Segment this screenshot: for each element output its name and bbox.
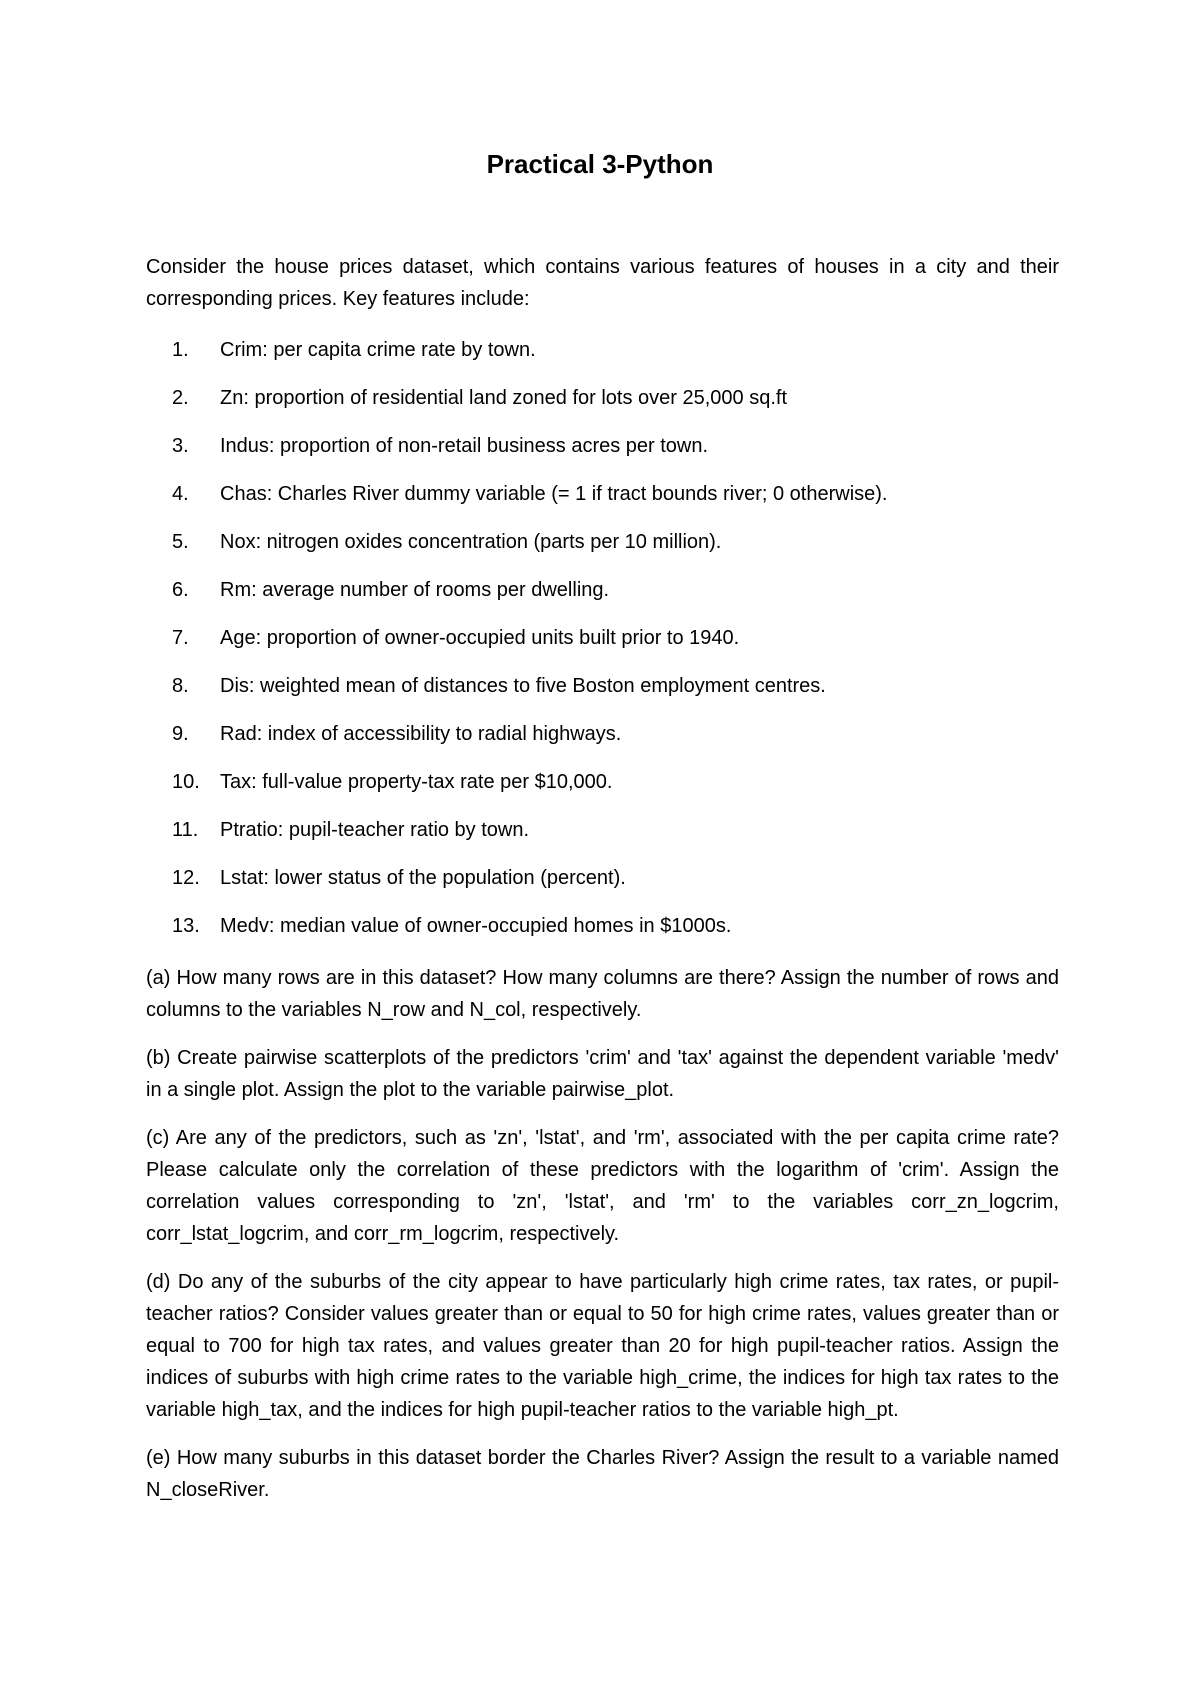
feature-text: Chas: Charles River dummy variable (= 1 if tract bounds river; 0 otherwise).: [220, 483, 888, 505]
feature-number: 9.: [172, 723, 189, 745]
page-title: Practical 3-Python: [486, 149, 714, 179]
question-a: (a) How many rows are in this dataset? How many columns are there? Assign the number of rows and columns to the variables N_row and N_col, respectively.: [146, 967, 1059, 1021]
feature-number: 7.: [172, 627, 189, 649]
feature-item: [0, 578, 1200, 626]
question-list: [146, 962, 1059, 1522]
question-d: (d) Do any of the suburbs of the city appear to have particularly high crime rates, tax rates, or pupil-teacher ratios? Consider values greater than or equal to 50 for high crime rates, values greater than or equal to 700 for high tax rates, and values greater than 20 for high pupil-teacher ratios. Assign the indices of suburbs with high crime rates to the variable high_crime, the indices for high tax rates to the variable high_tax, and the indices for high pupil-teacher ratios to the variable high_pt.: [146, 1271, 1059, 1421]
feature-text: Rad: index of accessibility to radial highways.: [220, 723, 622, 745]
feature-text: Crim: per capita crime rate by town.: [220, 339, 536, 361]
feature-item: [0, 866, 1200, 914]
feature-item: [0, 770, 1200, 818]
feature-number: 12.: [172, 867, 200, 889]
feature-text: Zn: proportion of residential land zoned for lots over 25,000 sq.ft: [220, 387, 788, 409]
feature-item: [0, 674, 1200, 722]
feature-item: [0, 386, 1200, 434]
feature-number: 8.: [172, 675, 189, 697]
feature-item: [0, 434, 1200, 482]
feature-text: Dis: weighted mean of distances to five Boston employment centres.: [220, 675, 826, 697]
feature-item: [0, 482, 1200, 530]
feature-text: Medv: median value of owner-occupied homes in $1000s.: [220, 915, 732, 937]
feature-number: 13.: [172, 915, 200, 937]
feature-text: Rm: average number of rooms per dwelling.: [220, 579, 610, 601]
question-b: (b) Create pairwise scatterplots of the predictors 'crim' and 'tax' against the dependent variable 'medv' in a single plot. Assign the plot to the variable pairwise_plot.: [146, 1047, 1059, 1101]
feature-item: [0, 914, 1200, 962]
feature-item: [0, 818, 1200, 866]
feature-number: 2.: [172, 387, 189, 409]
feature-number: 1.: [172, 339, 189, 361]
feature-number: 5.: [172, 531, 189, 553]
feature-text: Ptratio: pupil-teacher ratio by town.: [220, 819, 530, 841]
feature-item: [0, 722, 1200, 770]
feature-number: 10.: [172, 771, 200, 793]
feature-text: Indus: proportion of non-retail business acres per town.: [220, 435, 709, 457]
question-e: (e) How many suburbs in this dataset border the Charles River? Assign the result to a variable named N_closeRiver.: [146, 1447, 1059, 1501]
feature-number: 3.: [172, 435, 189, 457]
feature-item: [0, 530, 1200, 578]
feature-number: 4.: [172, 483, 189, 505]
feature-list: [0, 338, 1200, 962]
intro-paragraph: Consider the house prices dataset, which contains various features of houses in a city and their corresponding prices. Key features include:: [146, 256, 1059, 310]
feature-text: Tax: full-value property-tax rate per $10,000.: [220, 771, 613, 793]
question-c: (c) Are any of the predictors, such as 'zn', 'lstat', and 'rm', associated with the per capita crime rate? Please calculate only the correlation of these predictors with the logarithm of 'crim'. Assign the correlation values corresponding to 'zn', 'lstat', and 'rm' to the variables corr_zn_logcrim, corr_lstat_logcrim, and corr_rm_logcrim, respectively.: [146, 1127, 1059, 1245]
feature-text: Lstat: lower status of the population (percent).: [220, 867, 626, 889]
feature-item: [0, 338, 1200, 386]
feature-text: Age: proportion of owner-occupied units built prior to 1940.: [220, 627, 740, 649]
feature-text: Nox: nitrogen oxides concentration (parts per 10 million).: [220, 531, 722, 553]
feature-item: [0, 626, 1200, 674]
feature-number: 11.: [172, 819, 199, 841]
feature-number: 6.: [172, 579, 189, 601]
